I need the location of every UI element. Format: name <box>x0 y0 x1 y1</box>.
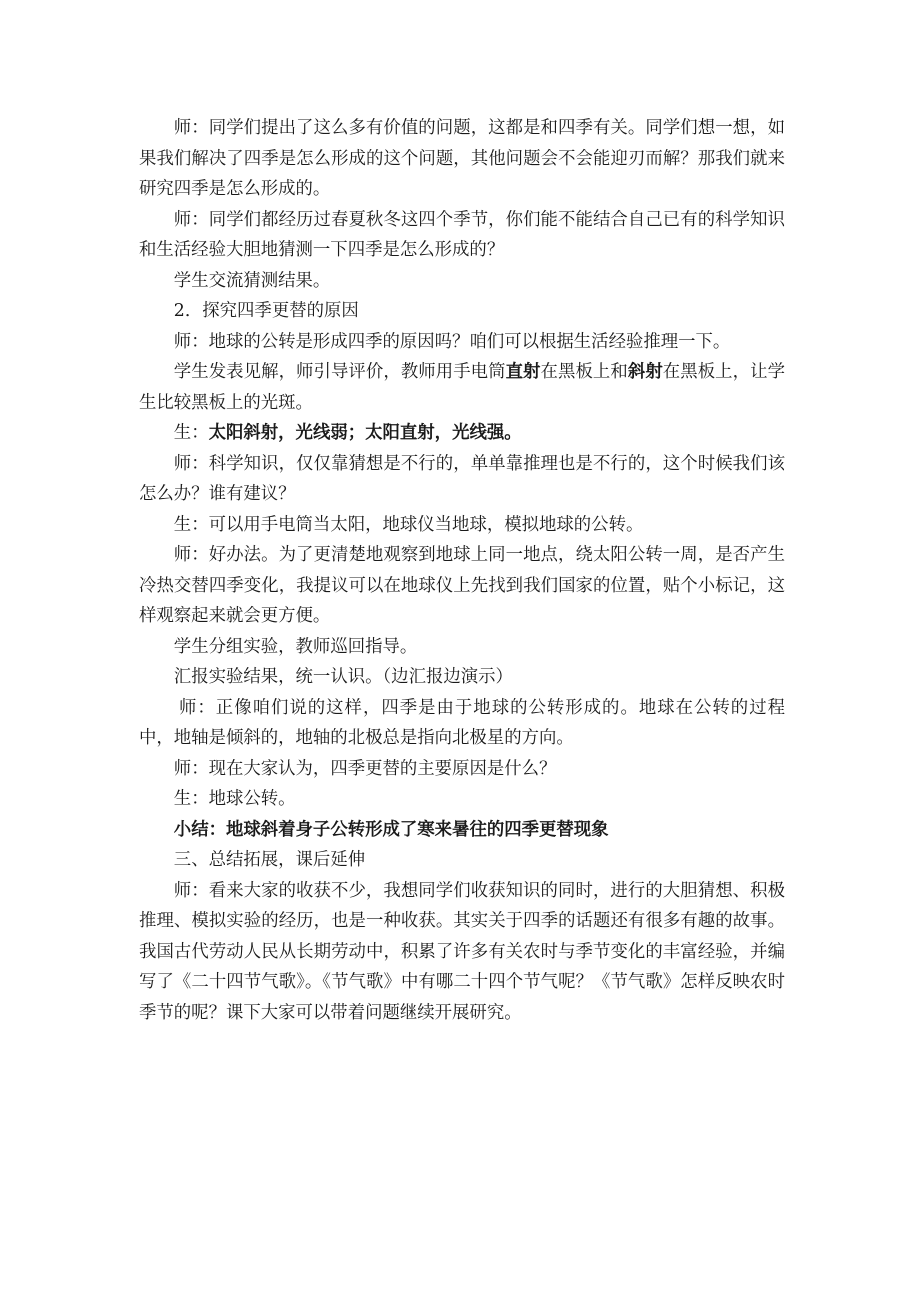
paragraph-9: 生：可以用手电筒当太阳，地球仪当地球，模拟地球的公转。 <box>173 514 644 535</box>
paragraph-6 <box>139 357 785 418</box>
paragraph-13: 师：正像咱们说的这样，四季是由于地球的公转形成的。地球在公转的过程中，地轴是倾斜的，地轴的北极总是指向北极星的方向。 <box>139 697 785 748</box>
paragraph-2: 师：同学们都经历过春夏秋冬这四个季节，你们能不能结合自己已有的科学知识和生活经验大胆地猜测一下四季是怎么形成的？ <box>139 209 785 260</box>
emphasis-oblique: 斜射 <box>627 362 663 382</box>
speaker-label: 生： <box>173 423 209 443</box>
paragraph-3: 学生交流猜测结果。 <box>173 270 331 291</box>
paragraph-14: 师：现在大家认为，四季更替的主要原因是什么？ <box>173 758 557 779</box>
paragraph-18: 师：看来大家的收获不少，我想同学们收获知识的同时，进行的大胆猜想、积极推理、模拟实验的经历，也是一种收获。其实关于四季的话题还有很多有趣的故事。我国古代劳动人民从长期劳动中，积累了许多有关农时与季节变化的丰富经验，并编写了《二十四节气歌》。《节气歌》中有哪二十四个节气呢？《节气歌》怎样反映农时季节的呢？课下大家可以带着问题继续开展研究。 <box>139 880 785 1023</box>
paragraph-8: 师：科学知识，仅仅靠猜想是不行的，单单靠推理也是不行的，这个时候我们该怎么办？谁有建议？ <box>139 453 785 504</box>
paragraph-6-text-a: 学生发表见解，师引导评价，教师用手电筒 <box>173 362 506 382</box>
section-heading-3: 三、总结拓展，课后延伸 <box>173 850 366 870</box>
paragraph-10: 师：好办法。为了更清楚地观察到地球上同一地点，绕太阳公转一周，是否产生冷热交替四季变化，我提议可以在地球仪上先找到我们国家的位置，贴个小标记，这样观察起来就会更方便。 <box>139 545 785 626</box>
paragraph-1: 师：同学们提出了这么多有价值的问题，这都是和四季有关。同学们想一想，如果我们解决了四季是怎么形成的这个问题，其他问题会不会能迎刃而解？那我们就来研究四季是怎么形成的。 <box>139 118 785 199</box>
document-page <box>139 113 785 1028</box>
paragraph-7 <box>139 418 785 449</box>
paragraph-11: 学生分组实验，教师巡回指导。 <box>173 636 418 657</box>
paragraph-6-text-b: 在黑板上和 <box>540 362 628 382</box>
paragraph-6-text-c: 在黑板上，让学生比较黑板上的光斑。 <box>139 362 785 413</box>
paragraph-12: 汇报实验结果，统一认识。（边汇报边演示） <box>173 667 513 687</box>
paragraph-5: 师：地球的公转是形成四季的原因吗？咱们可以根据生活经验推理一下。 <box>173 331 731 352</box>
section-heading-2: 2．探究四季更替的原因 <box>173 301 359 321</box>
summary-bold: 小结：地球斜着身子公转形成了寒来暑往的四季更替现象 <box>173 819 609 840</box>
student-answer-bold: 太阳斜射，光线弱；太阳直射，光线强。 <box>208 423 522 443</box>
emphasis-direct: 直射 <box>505 362 541 382</box>
paragraph-15: 生：地球公转。 <box>173 789 296 809</box>
